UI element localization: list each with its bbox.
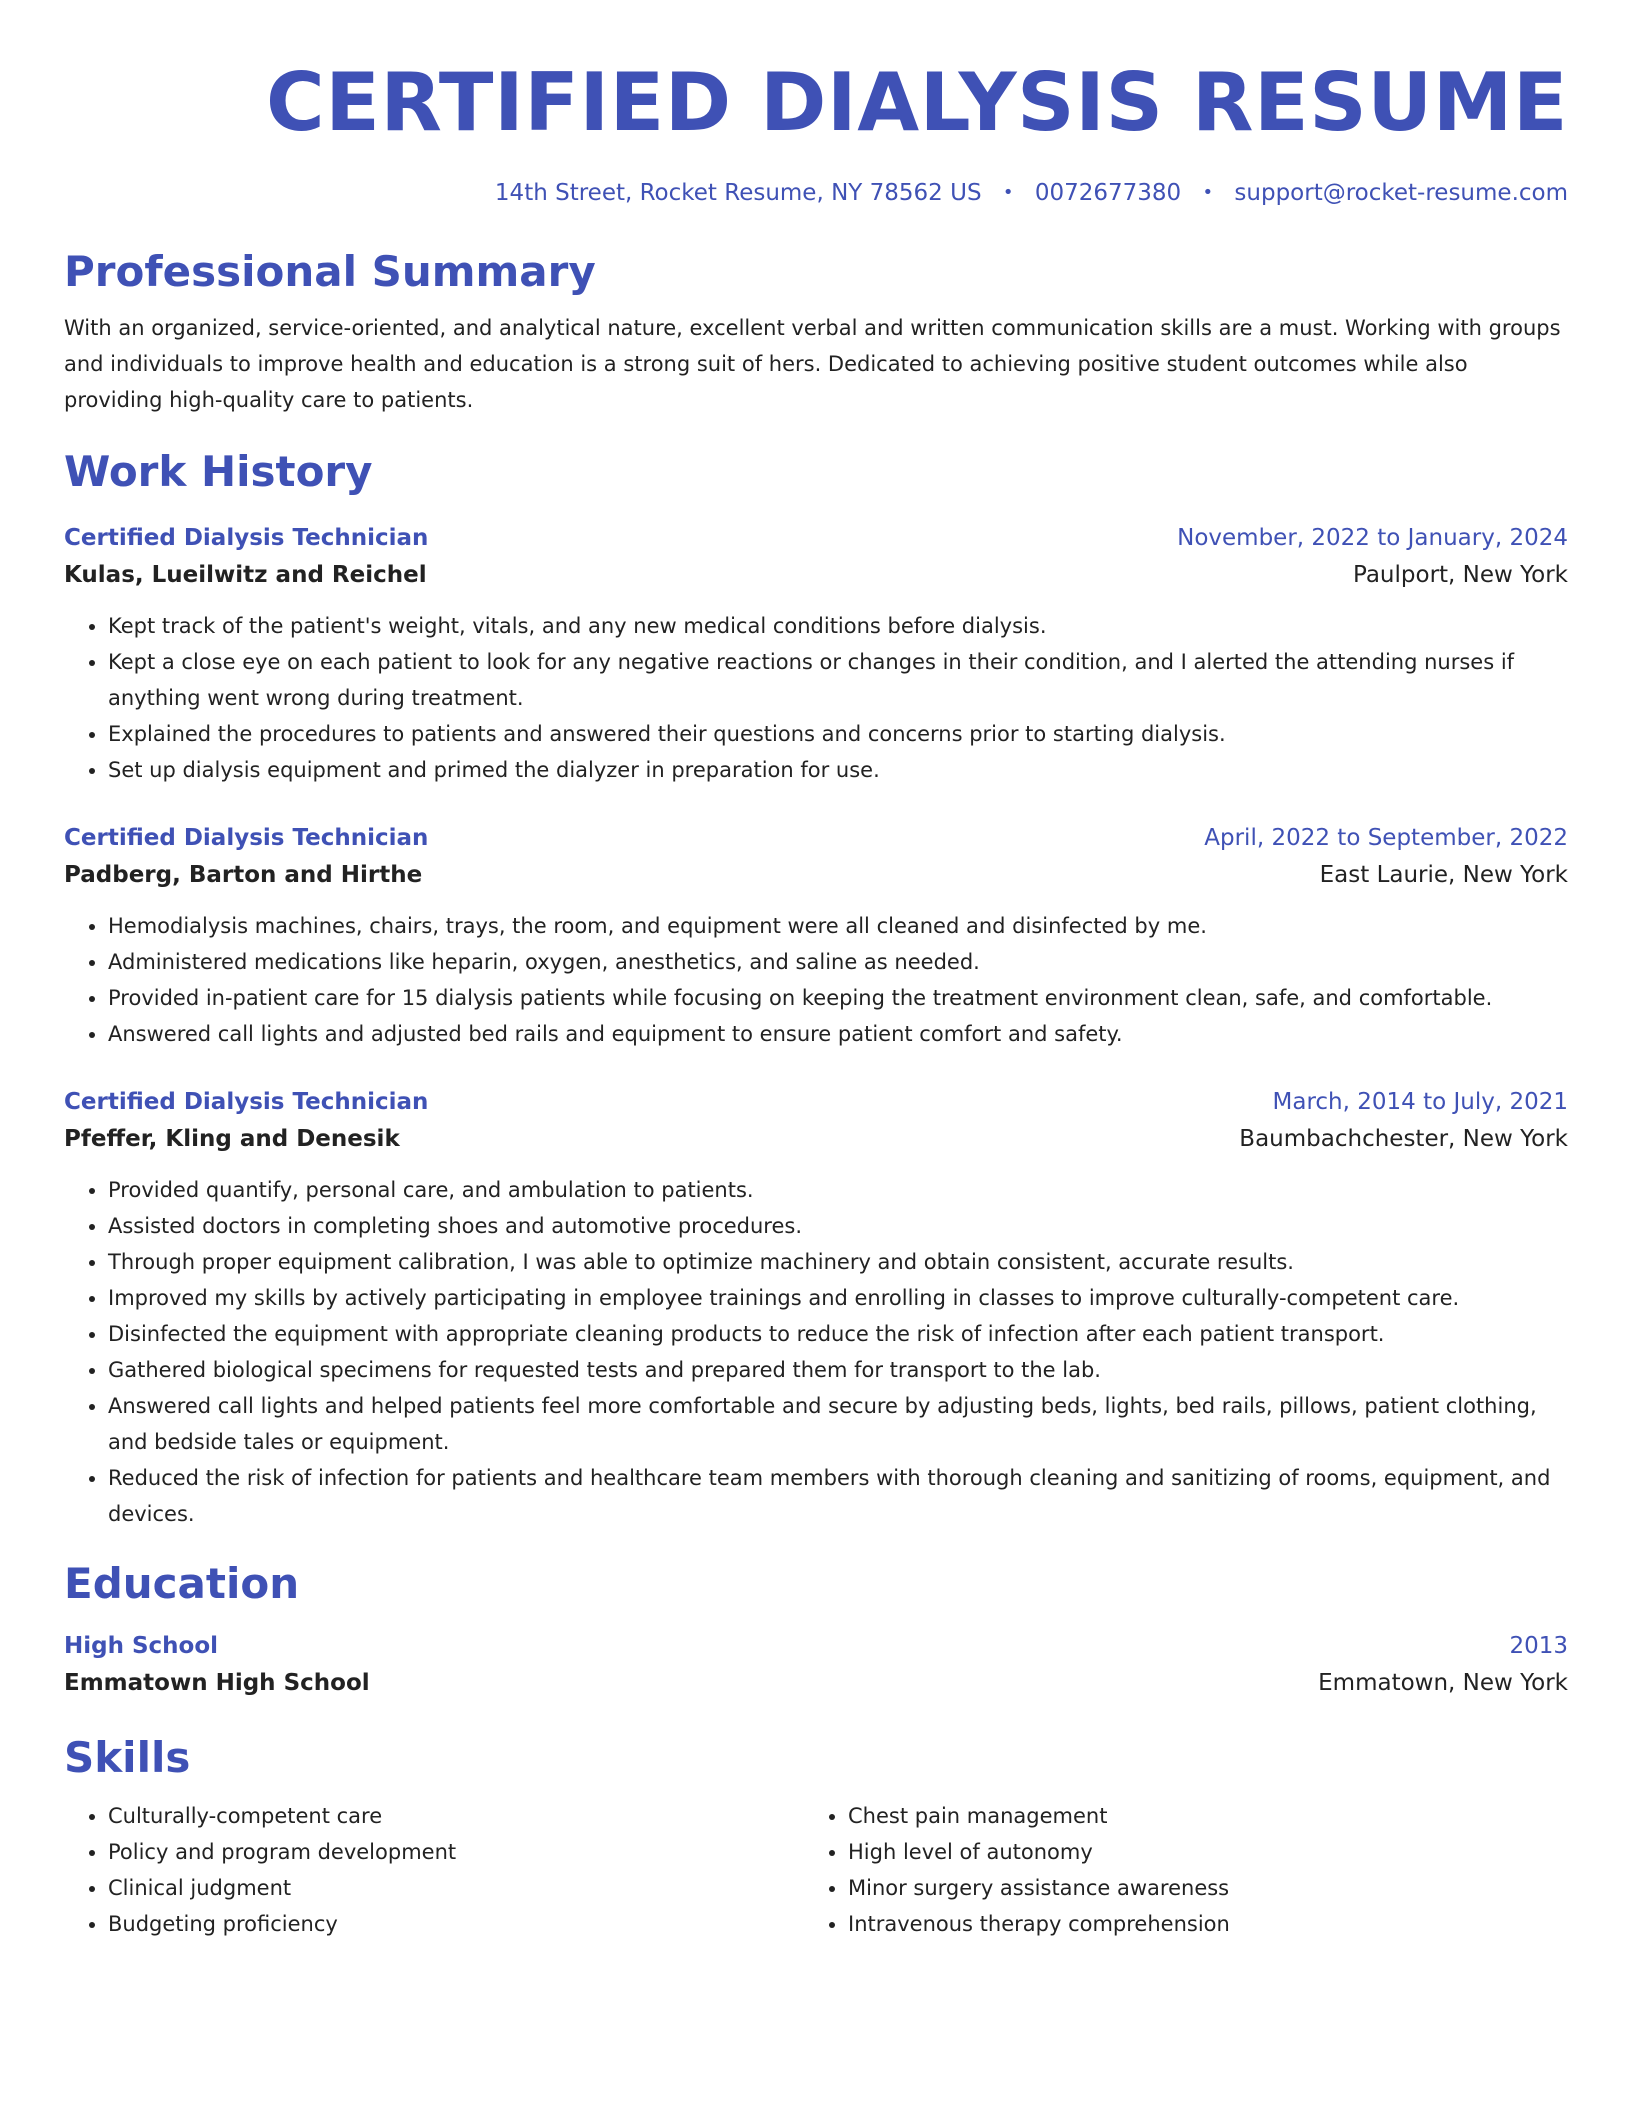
job-bullet: • Kept track of the patient's weight, vitals, and any new medical conditions before dialysis. bbox=[108, 608, 1568, 644]
contact-separator: • bbox=[1002, 182, 1014, 203]
work-history-heading: Work History bbox=[64, 447, 373, 496]
job-dates: November, 2022 to January, 2024 bbox=[1177, 525, 1568, 551]
skills-list bbox=[64, 1798, 1568, 1942]
job-bullet: • Kept a close eye on each patient to look for any negative reactions or changes in their condition, and I alerted the attending nurses if anything went wrong during treatment. bbox=[108, 644, 1568, 716]
skill-item: • Chest pain management bbox=[848, 1798, 1544, 1834]
job-bullets bbox=[64, 608, 1568, 788]
skill-item: • Budgeting proficiency bbox=[108, 1906, 804, 1942]
skill-item: • Policy and program development bbox=[108, 1834, 804, 1870]
job-location: Paulport, New York bbox=[1353, 562, 1568, 588]
job-bullets bbox=[64, 908, 1568, 1052]
job-bullet: • Gathered biological specimens for requested tests and prepared them for transport to the lab. bbox=[108, 1352, 1568, 1388]
contact-email: support@rocket-resume.com bbox=[1234, 180, 1568, 206]
resume-page bbox=[64, 48, 1568, 1942]
job-bullet: • Through proper equipment calibration, I was able to optimize machinery and obtain consistent, accurate results. bbox=[108, 1244, 1568, 1280]
job-bullet: • Provided in-patient care for 15 dialysis patients while focusing on keeping the treatment environment clean, safe, and comfortable. bbox=[108, 980, 1568, 1016]
job-role: Certified Dialysis Technician bbox=[64, 525, 429, 551]
contact-separator: • bbox=[1202, 182, 1214, 203]
job-bullet: • Hemodialysis machines, chairs, trays, the room, and equipment were all cleaned and disinfected by me. bbox=[108, 908, 1568, 944]
job-bullet: • Disinfected the equipment with appropriate cleaning products to reduce the risk of infection after each patient transport. bbox=[108, 1316, 1568, 1352]
education-heading: Education bbox=[64, 1559, 300, 1608]
job-company: Kulas, Lueilwitz and Reichel bbox=[64, 562, 427, 588]
contact-line bbox=[64, 180, 1568, 206]
resume-header bbox=[64, 48, 1568, 206]
job-location: Baumbachchester, New York bbox=[1239, 1126, 1568, 1152]
job-bullets bbox=[64, 1172, 1568, 1532]
contact-address: 14th Street, Rocket Resume, NY 78562 US bbox=[494, 180, 982, 206]
job-bullet: • Set up dialysis equipment and primed the dialyzer in preparation for use. bbox=[108, 752, 1568, 788]
job-location: East Laurie, New York bbox=[1319, 862, 1568, 888]
job-role: Certified Dialysis Technician bbox=[64, 825, 429, 851]
job-company: Padberg, Barton and Hirthe bbox=[64, 862, 423, 888]
job-bullet: • Improved my skills by actively participating in employee trainings and enrolling in classes to improve culturally-competent care. bbox=[108, 1280, 1568, 1316]
job-dates: March, 2014 to July, 2021 bbox=[1272, 1089, 1568, 1115]
job-bullet: • Answered call lights and helped patients feel more comfortable and secure by adjusting beds, lights, bed rails, pillows, patient clothing, and bedside tales or equipment. bbox=[108, 1388, 1568, 1460]
education-degree: High School bbox=[64, 1633, 219, 1659]
skills-column-left bbox=[64, 1798, 804, 1942]
contact-phone: 0072677380 bbox=[1034, 180, 1182, 206]
job-bullet: • Reduced the risk of infection for patients and healthcare team members with thorough cleaning and sanitizing of rooms, equipment, and devices. bbox=[108, 1460, 1568, 1532]
job-dates: April, 2022 to September, 2022 bbox=[1204, 825, 1568, 851]
job-entry bbox=[64, 1084, 1568, 1532]
education-location: Emmatown, New York bbox=[1318, 1670, 1568, 1696]
skills-heading: Skills bbox=[64, 1733, 191, 1782]
skill-item: • Minor surgery assistance awareness bbox=[848, 1870, 1544, 1906]
skill-item: • Clinical judgment bbox=[108, 1870, 804, 1906]
skill-item: • Culturally-competent care bbox=[108, 1798, 804, 1834]
job-company: Pfeffer, Kling and Denesik bbox=[64, 1126, 400, 1152]
job-bullet: • Explained the procedures to patients and answered their questions and concerns prior to starting dialysis. bbox=[108, 716, 1568, 752]
education-year: 2013 bbox=[1509, 1633, 1568, 1659]
resume-name: CERTIFIED DIALYSIS RESUME bbox=[266, 56, 1568, 149]
education-entry bbox=[64, 1628, 1568, 1702]
summary-text: With an organized, service-oriented, and analytical nature, excellent verbal and written communication skills are a must. Working with groups and individuals to improve health and education is a strong suit of hers. Dedicated to achieving positive student outcomes while also providing high-quality care to patients. bbox=[64, 316, 1561, 412]
education-school: Emmatown High School bbox=[64, 1670, 370, 1696]
job-bullet: • Administered medications like heparin, oxygen, anesthetics, and saline as needed. bbox=[108, 944, 1568, 980]
skills-column-right bbox=[804, 1798, 1544, 1942]
skill-item: • High level of autonomy bbox=[848, 1834, 1544, 1870]
job-bullet: • Provided quantify, personal care, and ambulation to patients. bbox=[108, 1172, 1568, 1208]
summary-heading: Professional Summary bbox=[64, 247, 596, 296]
job-role: Certified Dialysis Technician bbox=[64, 1089, 429, 1115]
job-bullet: • Assisted doctors in completing shoes and automotive procedures. bbox=[108, 1208, 1568, 1244]
job-bullet: • Answered call lights and adjusted bed rails and equipment to ensure patient comfort and safety. bbox=[108, 1016, 1568, 1052]
job-entry bbox=[64, 520, 1568, 788]
skill-item: • Intravenous therapy comprehension bbox=[848, 1906, 1544, 1942]
job-entry bbox=[64, 820, 1568, 1052]
